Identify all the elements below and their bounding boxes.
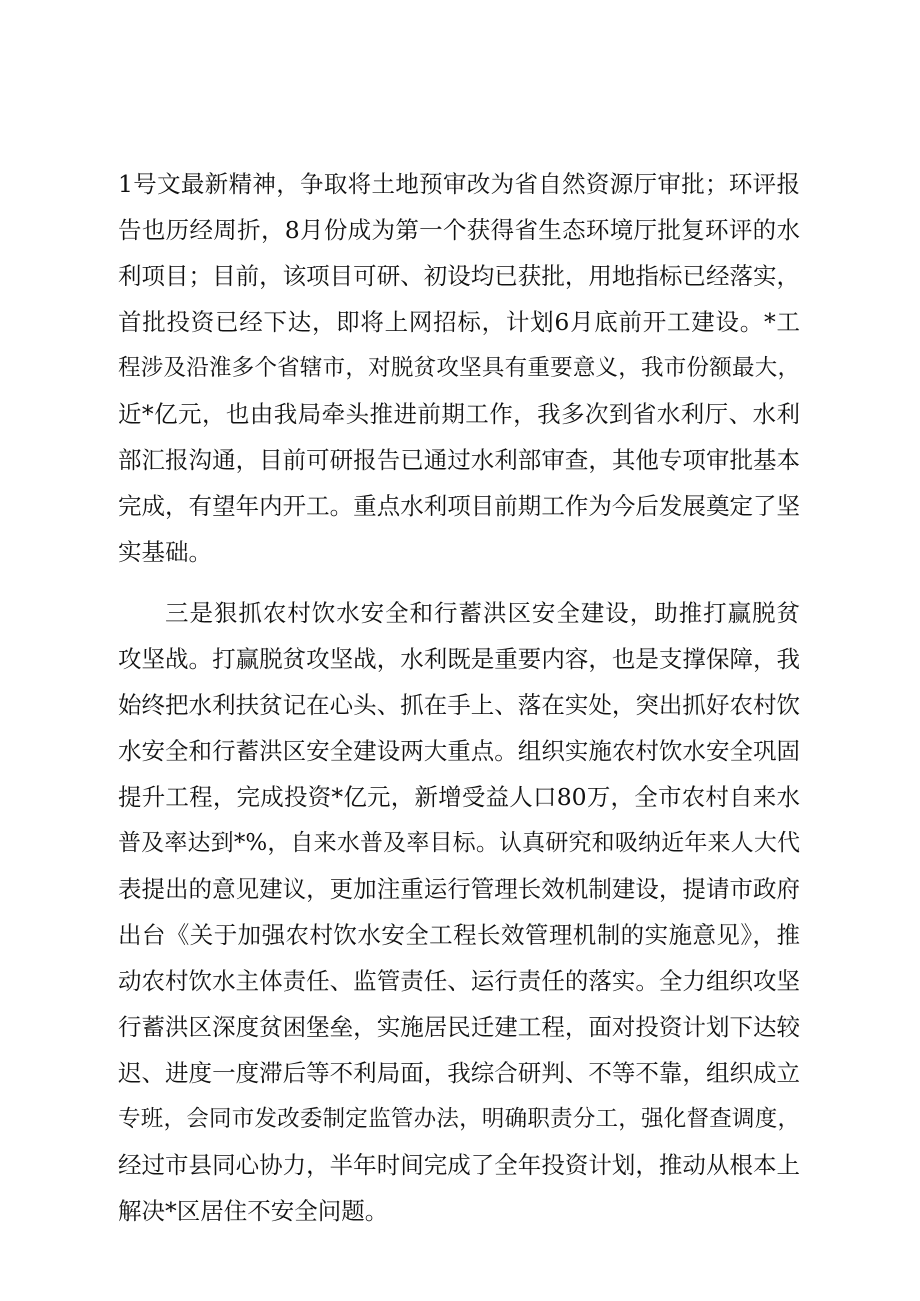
paragraph-1-line-6: 近*亿元，也由我局牵头推进前期工作，我多次到省水利厅、水利 (118, 400, 800, 428)
paragraph-2-line-10: 行蓄洪区深度贫困堡垒，实施居民迁建工程，面对投资计划下达较 (118, 1013, 800, 1041)
paragraph-1-line-8: 完成，有望年内开工。重点水利项目前期工作为今后发展奠定了坚 (118, 492, 800, 520)
paragraph-2-line-13: 经过市县同心协力，半年时间完成了全年投资计划，推动从根本上 (118, 1151, 800, 1179)
paragraph-2-line-3: 始终把水利扶贫记在心头、抓在手上、落在实处，突出抓好农村饮 (118, 691, 800, 719)
paragraph-1-line-1: 1号文最新精神，争取将土地预审改为省自然资源厅审批；环评报 (118, 170, 800, 198)
paragraph-2-line-2: 攻坚战。打赢脱贫攻坚战，水利既是重要内容，也是支撑保障，我 (118, 645, 800, 673)
paragraph-1-line-3: 利项目；目前，该项目可研、初设均已获批，用地指标已经落实， (118, 262, 800, 290)
paragraph-1-line-9: 实基础。 (118, 538, 212, 566)
paragraph-1-line-5: 程涉及沿淮多个省辖市，对脱贫攻坚具有重要意义，我市份额最大， (118, 355, 800, 381)
paragraph-2-line-14: 解决*区居住不安全问题。 (118, 1197, 389, 1225)
paragraph-2-line-4: 水安全和行蓄洪区安全建设两大重点。组织实施农村饮水安全巩固 (118, 737, 800, 765)
paragraph-2-line-1: 三是狠抓农村饮水安全和行蓄洪区安全建设，助推打赢脱贫 (165, 599, 800, 627)
paragraph-2-line-12: 专班，会同市发改委制定监管办法，明确职责分工，强化督查调度， (118, 1106, 800, 1132)
paragraph-2-line-8: 出台《关于加强农村饮水安全工程长效管理机制的实施意见》，推 (118, 921, 800, 949)
paragraph-2-line-6: 普及率达到*%，自来水普及率目标。认真研究和吸纳近年来人大代 (118, 830, 800, 856)
paragraph-2-line-9: 动农村饮水主体责任、监管责任、运行责任的落实。全力组织攻坚 (118, 967, 800, 995)
paragraph-1-line-2: 告也历经周折，8月份成为第一个获得省生态环境厅批复环评的水 (118, 216, 800, 244)
paragraph-2-line-7: 表提出的意见建议，更加注重运行管理长效机制建设，提请市政府 (118, 875, 800, 903)
paragraph-2-line-11: 迟、进度一度滞后等不利局面，我综合研判、不等不靠，组织成立 (118, 1059, 800, 1087)
paragraph-1-line-7: 部汇报沟通，目前可研报告已通过水利部审查，其他专项审批基本 (118, 446, 800, 474)
paragraph-1-line-4: 首批投资已经下达，即将上网招标，计划6月底前开工建设。*工 (118, 308, 800, 336)
paragraph-2-line-5: 提升工程，完成投资*亿元，新增受益人口80万，全市农村自来水 (118, 783, 800, 811)
